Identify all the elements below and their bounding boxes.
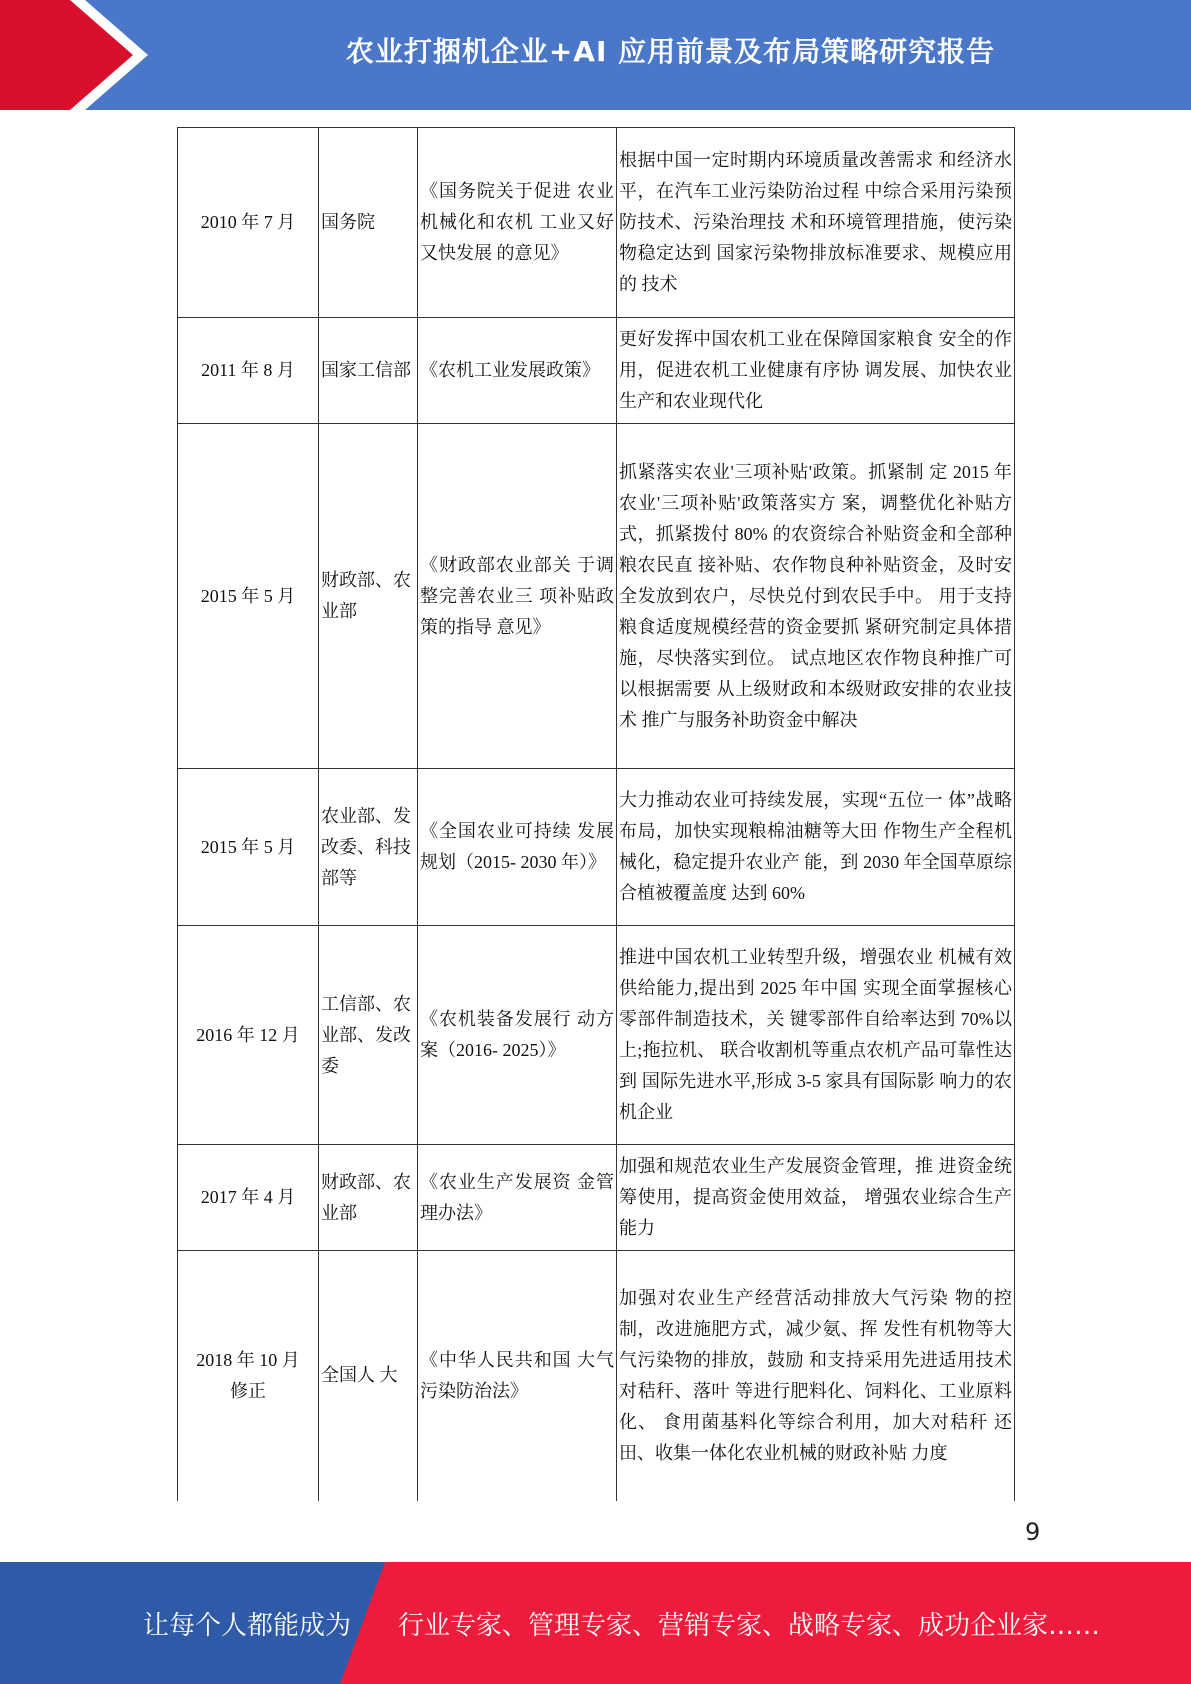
policy-document: 《农机工业发展政策》 bbox=[418, 318, 617, 424]
policy-content: 加强和规范农业生产发展资金管理，推 进资金统筹使用，提高资金使用效益， 增强农业综合生产能力 bbox=[617, 1145, 1015, 1251]
footer-banner bbox=[0, 1562, 1191, 1684]
policy-date: 2011 年 8 月 bbox=[178, 318, 319, 424]
policy-agency: 财政部、农业部 bbox=[319, 424, 418, 769]
header-banner bbox=[0, 0, 1191, 110]
policy-document: 《全国农业可持续 发展规划（2015- 2030 年）》 bbox=[418, 769, 617, 926]
policy-date: 2015 年 5 月 bbox=[178, 424, 319, 769]
policy-content: 抓紧落实农业'三项补贴'政策。抓紧制 定 2015 年农业'三项补贴'政策落实方 案，调整优化补贴方式，抓紧拨付 80% 的农资综合补贴资金和全部种粮农民直 接补贴、农作物良种补贴资金，及时安 全发放到农户，尽快兑付到农民手中。 用于支持粮食适度规模经营的资金要抓 紧研究制定具体措施，尽快落实到位。 试点地区农作物良种推广可以根据需要 从上级财政和本级财政安排的农业技术 推广与服务补助资金中解决 bbox=[617, 424, 1015, 769]
table-row bbox=[178, 128, 1015, 318]
policy-document: 《国务院关于促进 农业机械化和农机 工业又好又快发展 的意见》 bbox=[418, 128, 617, 318]
policy-table-container bbox=[177, 127, 1014, 1501]
table-row bbox=[178, 424, 1015, 769]
policy-document: 《农机装备发展行 动方案（2016- 2025）》 bbox=[418, 926, 617, 1145]
policy-content: 更好发挥中国农机工业在保障国家粮食 安全的作用，促进农机工业健康有序协 调发展、加快农业生产和农业现代化 bbox=[617, 318, 1015, 424]
red-arrow-flag-icon bbox=[0, 0, 160, 110]
table-row bbox=[178, 1251, 1015, 1501]
policy-content: 推进中国农机工业转型升级，增强农业 机械有效供给能力,提出到 2025 年中国 实现全面掌握核心零部件制造技术，关 键零部件自给率达到 70%以上;拖拉机、 联合收割机等重点农机产品可靠性达到 国际先进水平,形成 3-5 家具有国际影 响力的农机企业 bbox=[617, 926, 1015, 1145]
policy-agency: 工信部、农业部、发改委 bbox=[319, 926, 418, 1145]
policy-document: 《中华人民共和国 大气污染防治法》 bbox=[418, 1251, 617, 1501]
page-number: 9 bbox=[1025, 1518, 1041, 1546]
policy-agency: 全国人 大 bbox=[319, 1251, 418, 1501]
policy-agency: 国务院 bbox=[319, 128, 418, 318]
table-row bbox=[178, 926, 1015, 1145]
policy-document: 《财政部农业部关 于调整完善农业三 项补贴政策的指导 意见》 bbox=[418, 424, 617, 769]
report-title: 农业打捆机企业+AI 应用前景及布局策略研究报告 bbox=[345, 35, 996, 68]
policy-date: 2017 年 4 月 bbox=[178, 1145, 319, 1251]
table-row bbox=[178, 1145, 1015, 1251]
policy-agency: 财政部、农业部 bbox=[319, 1145, 418, 1251]
footer-slogan-right: 行业专家、管理专家、营销专家、战略专家、成功企业家…… bbox=[398, 1610, 1101, 1641]
policy-content: 加强对农业生产经营活动排放大气污染 物的控制，改进施肥方式，减少氨、挥 发性有机物等大气污染物的排放，鼓励 和支持采用先进适用技术对秸秆、落叶 等进行肥料化、饲料化、工业原料化、 食用菌基料化等综合利用，加大对秸秆 还田、收集一体化农业机械的财政补贴 力度 bbox=[617, 1251, 1015, 1501]
policy-date: 2015 年 5 月 bbox=[178, 769, 319, 926]
policy-agency: 农业部、发改委、科技部等 bbox=[319, 769, 418, 926]
policy-date: 2010 年 7 月 bbox=[178, 128, 319, 318]
policy-content: 大力推动农业可持续发展，实现“五位一 体”战略布局，加快实现粮棉油糖等大田 作物生产全程机械化，稳定提升农业产 能，到 2030 年全国草原综合植被覆盖度 达到 60% bbox=[617, 769, 1015, 926]
policy-date: 2018 年 10 月修正 bbox=[178, 1251, 319, 1501]
table-row bbox=[178, 318, 1015, 424]
footer-slogan-left: 让每个人都能成为 bbox=[143, 1610, 352, 1641]
policy-date: 2016 年 12 月 bbox=[178, 926, 319, 1145]
table-row bbox=[178, 769, 1015, 926]
policy-agency: 国家工信部 bbox=[319, 318, 418, 424]
policy-table bbox=[177, 127, 1015, 1501]
policy-document: 《农业生产发展资 金管理办法》 bbox=[418, 1145, 617, 1251]
policy-content: 根据中国一定时期内环境质量改善需求 和经济水平，在汽车工业污染防治过程 中综合采用污染预防技术、污染治理技 术和环境管理措施，使污染物稳定达到 国家污染物排放标准要求、规模应用的 技术 bbox=[617, 128, 1015, 318]
